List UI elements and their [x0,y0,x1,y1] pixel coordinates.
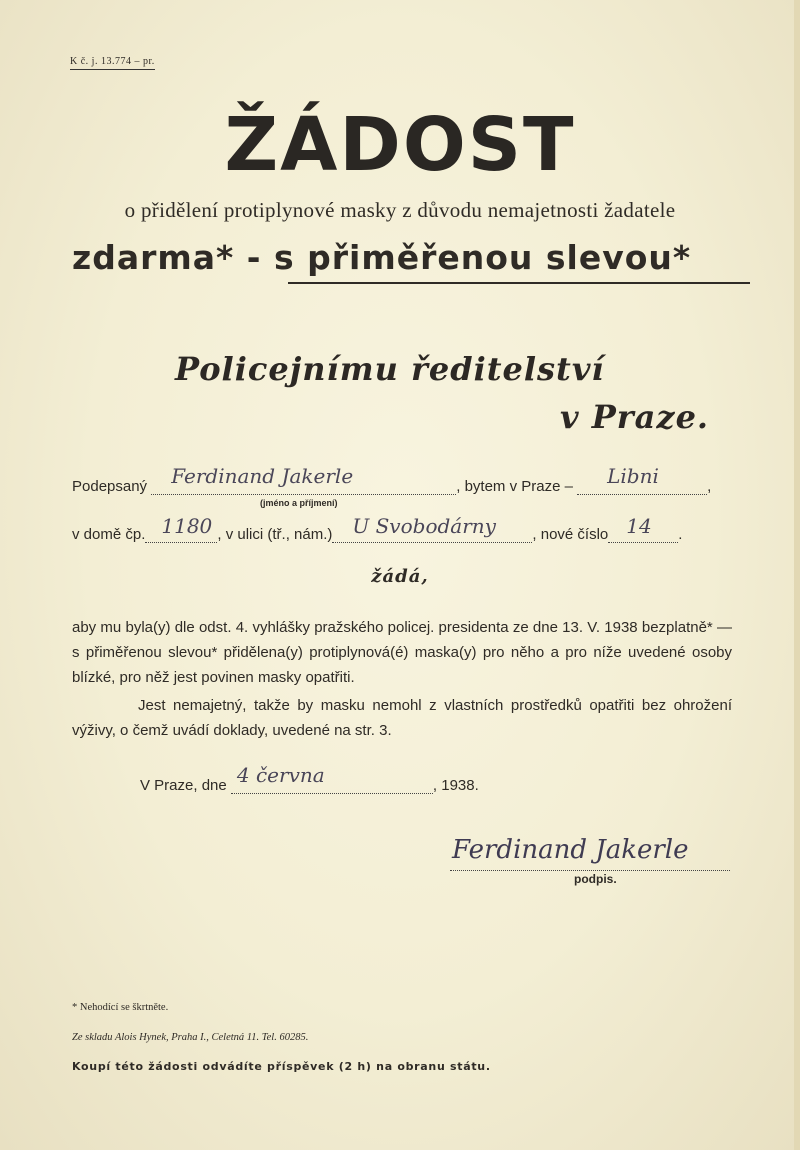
request-verb: žádá, [371,566,429,587]
signature-label: podpis. [574,872,617,886]
form-line-1: Podepsaný Ferdinand Jakerle , bytem v Praze – Libni , [72,464,712,495]
footer-note: * Nehodící se škrtněte. [72,1002,169,1013]
option-separator: - [234,238,274,277]
signature-value: Ferdinand Jakerle [452,835,689,865]
residing-label: , bytem v Praze – [456,478,573,495]
house-value: 1180 [161,514,213,538]
date-year: , 1938. [432,777,479,794]
option-discount: s přiměřenou slevou* [273,238,692,277]
street-label: , v ulici (tř., nám.) [217,526,333,543]
name-field [151,464,456,495]
district-field [577,464,707,495]
addressee-line-2: v Praze. [560,398,710,436]
house-field [145,514,217,543]
date-field [231,763,433,794]
addressee-line-1: Policejnímu ředitelství [175,350,605,388]
form-line-2: v domě čp. 1180 , v ulici (tř., nám.) U Svobodárny , nové číslo 14 . [72,514,683,543]
option-underline [288,282,750,284]
date-value: 4 června [236,763,325,787]
street-value: U Svobodárny [352,514,496,538]
footer-contribution: Koupí této žádosti odvádíte příspěvek (2 h) na obranu státu. [72,1060,491,1073]
body-paragraph-2: Jest nemajetný, takže by masku nemohl z vlastních prostředků opatřiti bez ohrožení výživy, o čemž uvádí doklady, uvedené na str. 3. [72,697,732,739]
document-title: ŽÁDOST [224,102,576,188]
footer-printer: Ze skladu Alois Hynek, Praha I., Celetná 11. Tel. 60285. [72,1032,309,1043]
house-label: v domě čp. [72,526,146,543]
document-subtitle: o přidělení protiplynové masky z důvodu nemajetnosti žadatele [124,198,676,222]
district-value: Libni [607,464,659,488]
option-free: zdarma* [72,238,235,277]
body-paragraph-1: aby mu byla(y) dle odst. 4. vyhlášky pražského policej. presidenta ze dne 13. V. 1938 bezplatně* — s přiměřenou slevou* přidělena(y) protiplynová(é) maska(y) pro něho a pro níže uvedené osoby blízké, pro něž jest povinen masky opatřiti. [72,619,732,686]
date-line [140,763,479,794]
new-number-label: , nové číslo [532,526,609,543]
name-hint: (jméno a příjmení) [260,498,338,508]
name-value: Ferdinand Jakerle [171,464,354,488]
undersigned-label: Podepsaný [72,478,148,495]
new-number-field [608,514,678,543]
reference-number: K č. j. 13.774 – pr. [70,56,155,70]
new-number-value: 14 [626,514,652,538]
option-line [72,238,691,277]
street-field [332,514,532,543]
date-prefix: V Praze, dne [140,777,227,794]
